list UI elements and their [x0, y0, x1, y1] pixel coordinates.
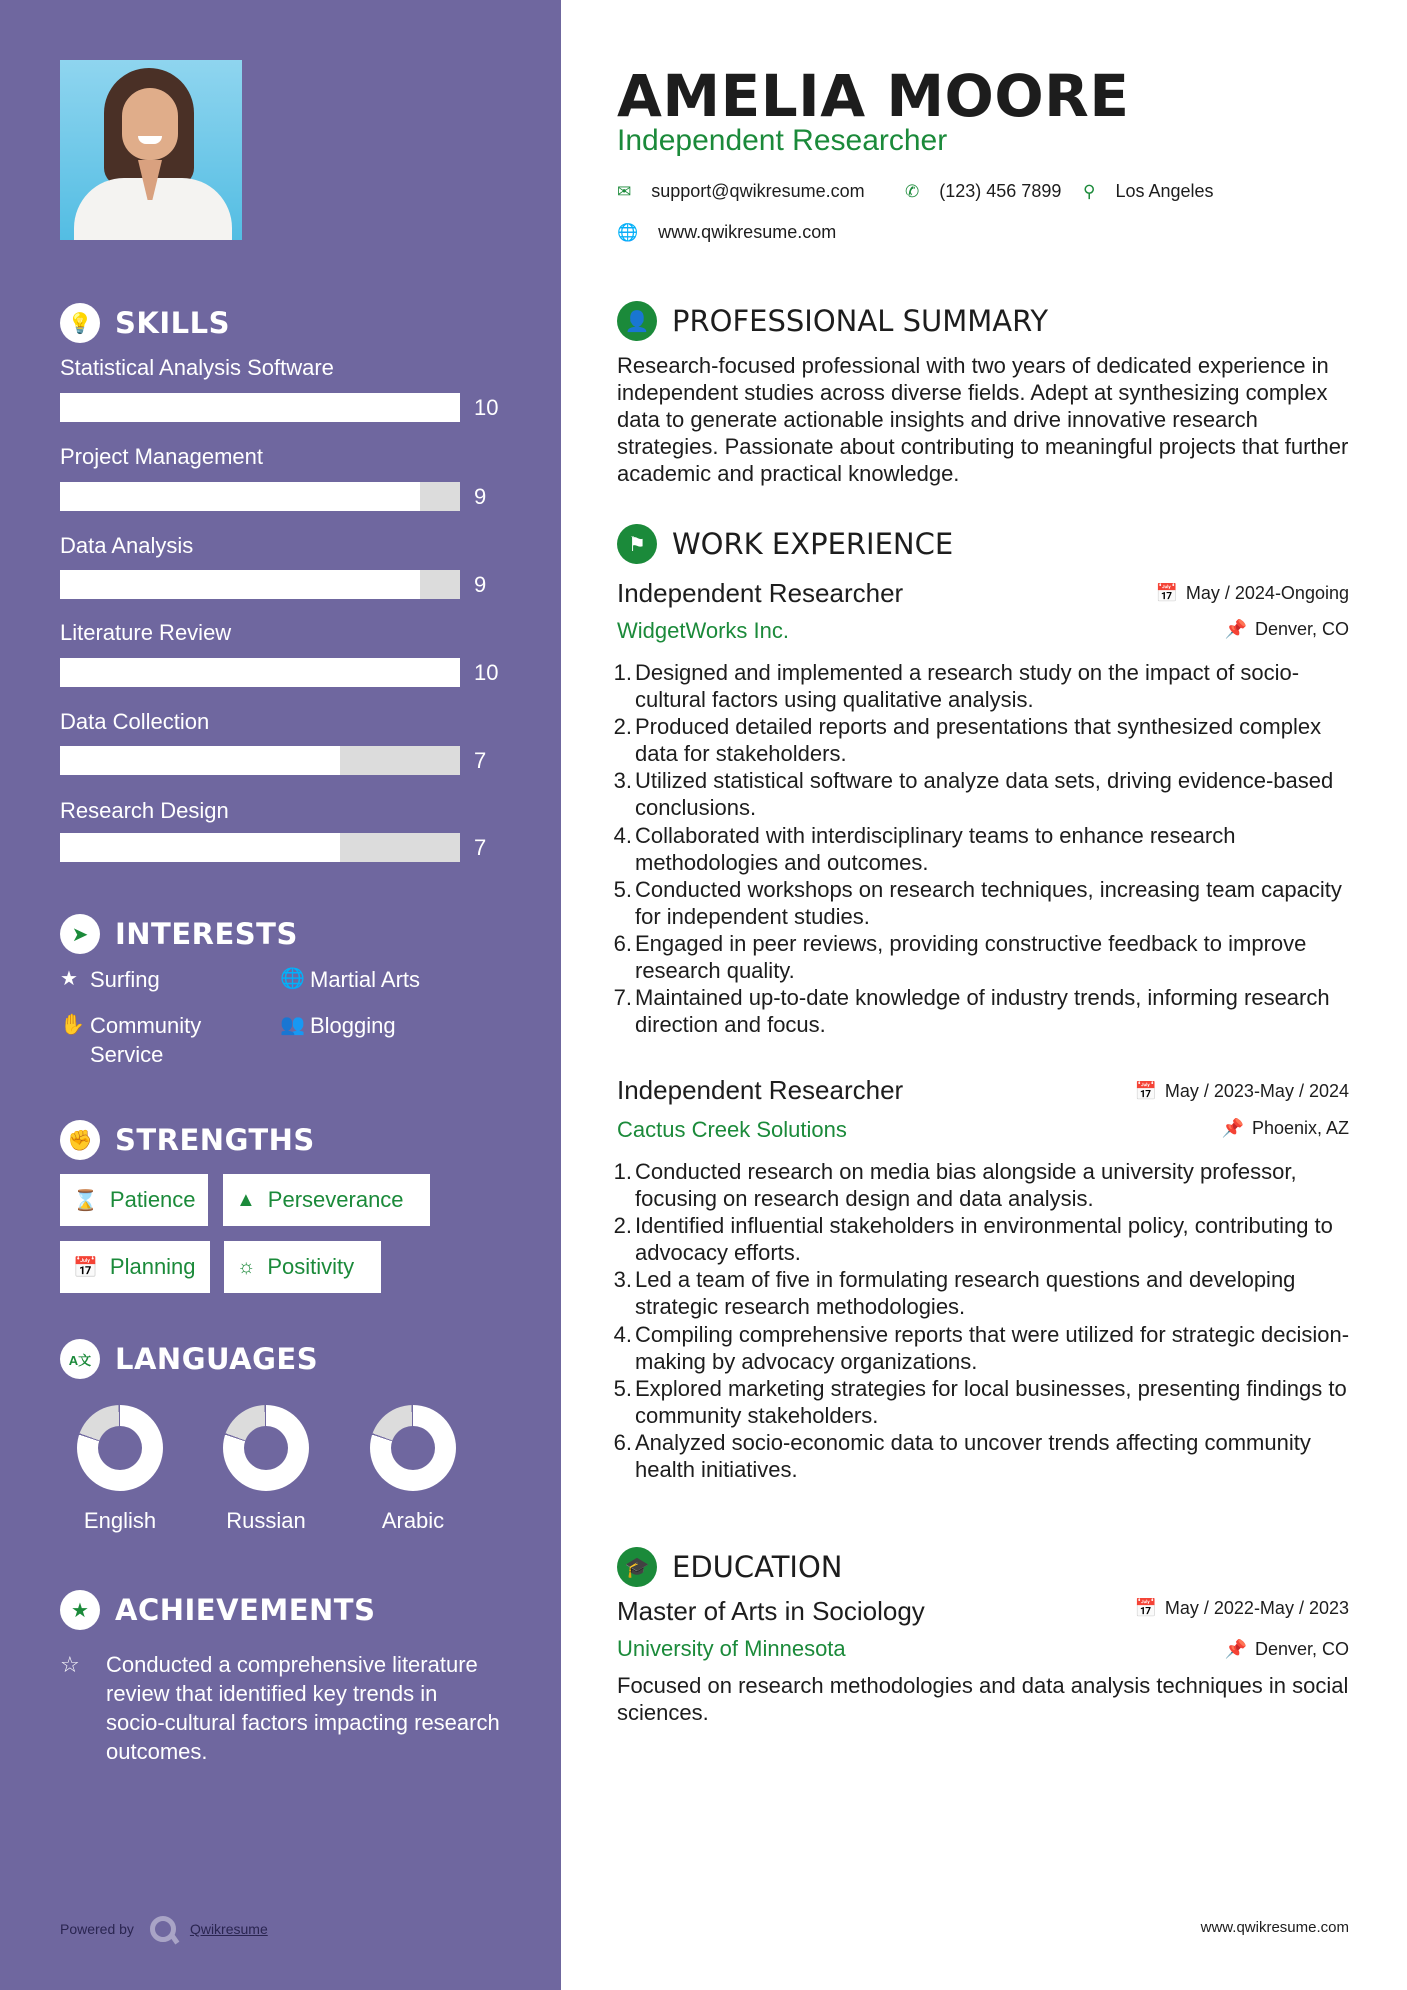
- skill-label: Data Collection: [60, 709, 210, 734]
- interests-heading: ➤ INTERESTS: [60, 914, 298, 954]
- shooting-star-icon: ★: [60, 1590, 100, 1630]
- language-donut: [370, 1405, 456, 1491]
- fist-icon: ✊: [60, 1120, 100, 1160]
- interest-item: 🌐 Martial Arts: [280, 967, 421, 992]
- envelope-icon: ✉: [617, 181, 632, 201]
- list-item: 2. Identified influential stakeholders in environmental policy, contributing to advocacy efforts.: [613, 1213, 1333, 1266]
- skill-bar: [60, 482, 460, 511]
- achievement-item: ☆ Conducted a comprehensive literature review that identified key trends in socio-cultural factors impacting research outcomes.: [60, 1652, 500, 1764]
- skill-label: Project Management: [60, 444, 263, 469]
- list-item: 6. Analyzed socio-economic data to uncover trends affecting community health initiatives.: [613, 1429, 1311, 1483]
- map-pin-icon: ⚲: [1083, 181, 1096, 201]
- sun-icon: ☼: [237, 1255, 256, 1278]
- achievements-heading: ★ ACHIEVEMENTS: [60, 1590, 375, 1630]
- phone-icon: ✆: [905, 181, 920, 201]
- users-icon: 👥: [280, 1014, 305, 1036]
- interest-item: 👥 Blogging: [280, 1013, 396, 1038]
- job-location: 📌 Phoenix, AZ: [1221, 1118, 1349, 1138]
- skill-value: 7: [474, 748, 487, 773]
- language-label: Russian: [226, 1508, 306, 1533]
- job-title: Independent Researcher: [617, 578, 904, 608]
- language-label: English: [83, 1508, 157, 1533]
- strength-badge: ▲ Perseverance: [223, 1174, 430, 1226]
- list-item: 1. Designed and implemented a research study on the impact of socio-cultural factors using qualitative analysis.: [613, 660, 1300, 713]
- star-icon: ★: [60, 968, 78, 990]
- globe-icon: 🌐: [280, 968, 305, 990]
- sidebar: [0, 0, 561, 1990]
- calendar-icon: 📅: [1134, 1598, 1157, 1618]
- list-item: 3. Utilized statistical software to analyze data sets, driving evidence-based conclusions.: [613, 768, 1334, 821]
- skill-value: 10: [474, 395, 499, 420]
- hand-icon: ✋: [60, 1014, 85, 1036]
- list-item: 1. Conducted research on media bias alongside a university professor, focusing on research design and data analysis.: [613, 1159, 1297, 1212]
- contact-phone: ✆ (123) 456 7899: [905, 181, 1062, 201]
- list-item: 4. Collaborated with interdisciplinary teams to enhance research methodologies and outcomes.: [613, 822, 1236, 875]
- school-name: University of Minnesota: [617, 1636, 846, 1661]
- strength-badge: 📅 Planning: [60, 1241, 210, 1293]
- list-item: 2. Produced detailed reports and presentations that synthesized complex data for stakeholders.: [613, 714, 1322, 767]
- job-dates: 📅 May / 2024-Ongoing: [1155, 583, 1349, 603]
- chair-icon: ⚑: [617, 524, 657, 564]
- strength-badge: ⌛ Patience: [60, 1174, 208, 1226]
- skills-heading: 💡 SKILLS: [60, 303, 230, 343]
- job-company: Cactus Creek Solutions: [617, 1117, 847, 1142]
- experience-heading: ⚑ WORK EXPERIENCE: [617, 524, 953, 564]
- strength-badge: ☼ Positivity: [224, 1241, 381, 1293]
- skill-label: Research Design: [60, 798, 229, 823]
- contact-website[interactable]: 🌐 www.qwikresume.com: [617, 222, 837, 242]
- job-location: 📌 Denver, CO: [1224, 619, 1349, 639]
- contact-email[interactable]: ✉ support@qwikresume.com: [617, 181, 865, 201]
- calendar-icon: 📅: [1155, 583, 1178, 603]
- job-company: WidgetWorks Inc.: [617, 618, 789, 643]
- profile-photo: [60, 60, 242, 240]
- qwikresume-logo-icon: [150, 1916, 176, 1942]
- lightbulb-icon: 💡: [60, 303, 100, 343]
- summary-heading: 👤 PROFESSIONAL SUMMARY: [617, 301, 1048, 341]
- contact-location: ⚲ Los Angeles: [1083, 181, 1214, 201]
- language-donut: [223, 1405, 309, 1491]
- list-item: 7. Maintained up-to-date knowledge of industry trends, informing research direction and focus.: [613, 985, 1330, 1038]
- footer-website-link[interactable]: www.qwikresume.com: [1200, 1919, 1349, 1936]
- candidate-title: Independent Researcher: [617, 124, 948, 157]
- skill-label: Data Analysis: [60, 533, 194, 558]
- list-item: 5. Conducted workshops on research techniques, increasing team capacity for independent studies.: [613, 876, 1342, 929]
- pin-icon: 📌: [1224, 619, 1247, 639]
- user-icon: 👤: [617, 301, 657, 341]
- calendar-icon: 📅: [1134, 1081, 1157, 1101]
- education-dates: 📅 May / 2022-May / 2023: [1134, 1598, 1349, 1618]
- strengths-heading: ✊ STRENGTHS: [60, 1120, 315, 1160]
- skill-bar: [60, 658, 460, 687]
- calendar-icon: 📅: [73, 1256, 98, 1279]
- powered-by: Powered by Qwikresume: [60, 1916, 268, 1942]
- skill-value: 7: [474, 835, 487, 860]
- language-donut: [77, 1405, 163, 1491]
- degree-title: Master of Arts in Sociology: [617, 1596, 925, 1626]
- shooting-star-icon: ☆: [60, 1652, 80, 1677]
- skill-label: Literature Review: [60, 620, 232, 645]
- candidate-name: AMELIA MOORE: [617, 62, 1130, 130]
- skill-label: Statistical Analysis Software: [60, 355, 334, 380]
- education-description: Focused on research methodologies and data analysis techniques in social sciences.: [617, 1673, 1349, 1725]
- interest-item: ✋ Community Service: [60, 1013, 202, 1067]
- summary-text: Research-focused professional with two years of dedicated experience in independent studies across diverse fields. Adept at synthesizing complex data to generate actionable insights and drive innovative research strategies. Passionate about contributing to meaningful projects that further academic and practical knowledge.: [617, 353, 1349, 486]
- hourglass-icon: ⌛: [73, 1189, 98, 1212]
- job-bullets: [609, 1158, 1359, 1483]
- job-dates: 📅 May / 2023-May / 2024: [1134, 1081, 1349, 1101]
- job-bullets: [609, 659, 1359, 1038]
- graduate-icon: 🎓: [617, 1547, 657, 1587]
- qwikresume-link[interactable]: Qwikresume: [189, 1921, 268, 1937]
- list-item: 3. Led a team of five in formulating research questions and developing strategic research methodologies.: [613, 1267, 1296, 1320]
- road-icon: ▲: [236, 1188, 256, 1211]
- languages-heading: A文 LANGUAGES: [60, 1339, 318, 1379]
- skill-value: 9: [474, 572, 487, 597]
- translate-icon: A文: [60, 1339, 100, 1379]
- list-item: 4. Compiling comprehensive reports that were utilized for strategic decision-making by advocacy organizations.: [613, 1321, 1350, 1374]
- pin-icon: 📌: [1224, 1639, 1247, 1659]
- list-item: 5. Explored marketing strategies for local businesses, presenting findings to community stakeholders.: [613, 1375, 1347, 1428]
- skill-bar: [60, 833, 460, 862]
- education-location: 📌 Denver, CO: [1224, 1639, 1349, 1659]
- language-label: Arabic: [381, 1508, 445, 1533]
- education-heading: 🎓 EDUCATION: [617, 1547, 843, 1587]
- skill-value: 10: [474, 660, 499, 685]
- job-title: Independent Researcher: [617, 1075, 904, 1105]
- skill-value: 9: [474, 484, 487, 509]
- list-item: 6. Engaged in peer reviews, providing constructive feedback to improve research quality.: [613, 930, 1307, 984]
- skill-bar: [60, 393, 460, 422]
- pin-icon: 📌: [1221, 1118, 1244, 1138]
- skill-bar: [60, 570, 460, 599]
- paper-plane-icon: ➤: [60, 914, 100, 954]
- globe-icon: 🌐: [617, 222, 639, 242]
- skill-bar: [60, 746, 460, 775]
- interest-item: ★ Surfing: [60, 967, 160, 992]
